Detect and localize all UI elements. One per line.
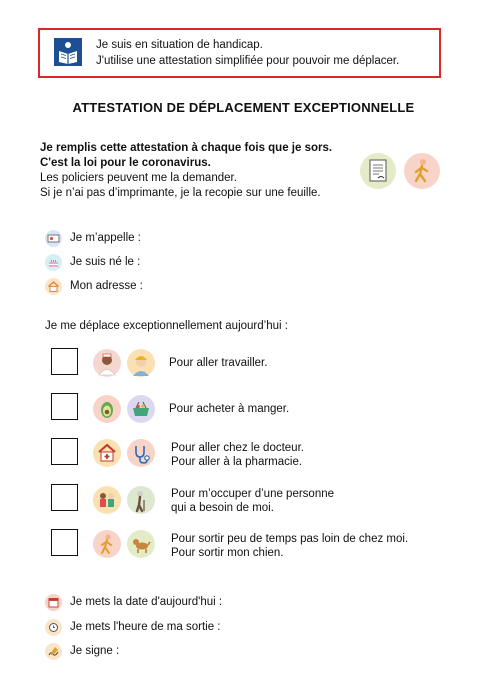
reason-heading: Je me déplace exceptionnellement aujourd’hui : <box>45 320 288 332</box>
hospital-icon <box>93 439 121 467</box>
outing-option-line-2: Pour sortir mon chien. <box>171 547 284 559</box>
doctor-checkbox[interactable] <box>51 438 78 465</box>
handicap-notice <box>38 28 441 78</box>
outing-option-line-1: Pour sortir peu de temps pas loin de chez moi. <box>171 533 409 545</box>
page-title: ATTESTATION DE DÉPLACEMENT EXCEPTIONNELLE <box>72 100 415 115</box>
signature-field-label: Je signe : <box>70 645 120 657</box>
care-option-line-2: qui a besoin de moi. <box>171 502 274 514</box>
elderly-person-icon <box>127 486 155 514</box>
address-field-label: Mon adresse : <box>70 280 143 292</box>
notice-line-2: J'utilise une attestation simplifiée pour pouvoir me déplacer. <box>96 55 400 67</box>
walking-person-icon <box>93 530 121 558</box>
basket-icon <box>127 395 155 423</box>
intro-line-4: Si je n’ai pas d’imprimante, je la recopie sur une feuille. <box>40 187 321 199</box>
name-field-label: Je m’appelle : <box>70 232 141 244</box>
worker-icon <box>127 349 155 377</box>
doctor-option-line-1: Pour aller chez le docteur. <box>171 442 304 454</box>
date-field-label: Je mets la date d'aujourd'hui : <box>70 596 223 608</box>
birthdate-field-label: Je suis né le : <box>70 256 141 268</box>
work-option-label: Pour aller travailler. <box>169 357 268 369</box>
easy-read-icon <box>54 38 82 66</box>
work-checkbox[interactable] <box>51 348 78 375</box>
watch-icon <box>45 619 62 636</box>
calendar-icon <box>45 594 62 611</box>
time-field-label: Je mets l'heure de ma sortie : <box>70 621 221 633</box>
notice-line-1: Je suis en situation de handicap. <box>96 39 263 51</box>
outing-checkbox[interactable] <box>51 529 78 556</box>
birthday-cake-icon <box>45 254 62 271</box>
children-icon <box>93 486 121 514</box>
house-icon <box>45 278 62 295</box>
avocado-icon <box>93 395 121 423</box>
stethoscope-icon <box>127 439 155 467</box>
intro-bold-2: C'est la loi pour le coronavirus. <box>40 157 211 169</box>
food-option-label: Pour acheter à manger. <box>169 403 290 415</box>
care-option-line-1: Pour m’occuper d’une personne <box>171 488 335 500</box>
care-checkbox[interactable] <box>51 484 78 511</box>
id-card-icon <box>45 230 62 247</box>
doctor-option-line-2: Pour aller à la pharmacie. <box>171 456 303 468</box>
intro-line-3: Les policiers peuvent me la demander. <box>40 172 237 184</box>
food-checkbox[interactable] <box>51 393 78 420</box>
intro-bold-1: Je remplis cette attestation à chaque fois que je sors. <box>40 142 333 154</box>
document-icon <box>360 153 396 189</box>
signature-icon <box>45 643 62 660</box>
dog-icon <box>127 530 155 558</box>
nurse-icon <box>93 349 121 377</box>
walking-person-icon <box>404 153 440 189</box>
